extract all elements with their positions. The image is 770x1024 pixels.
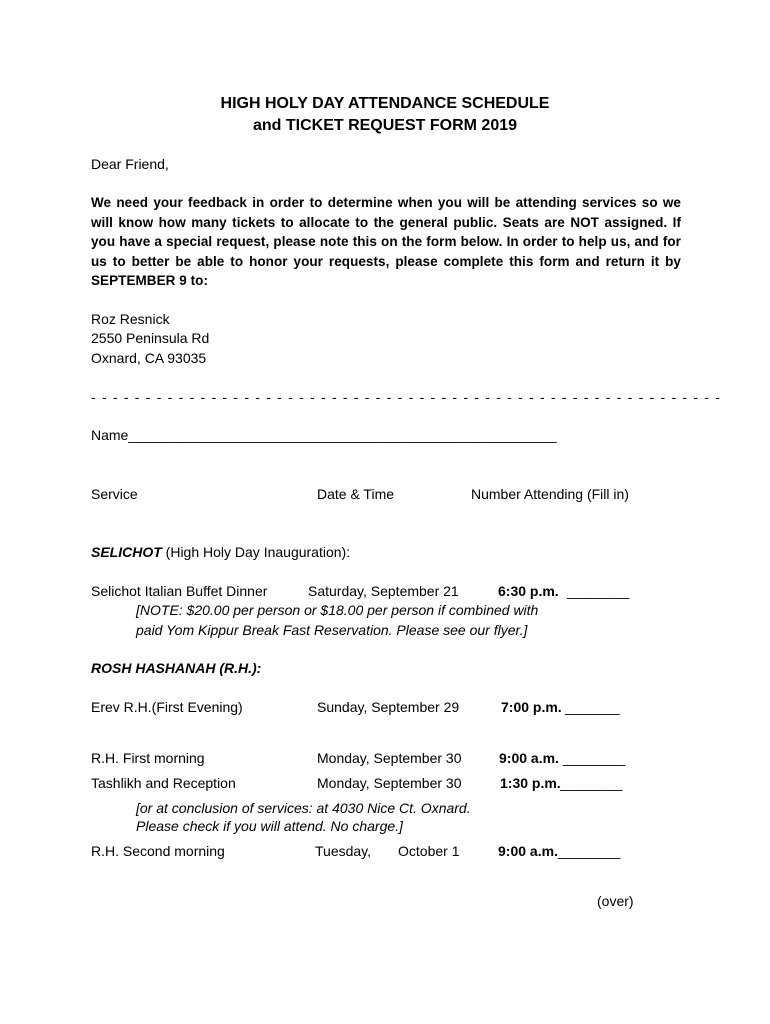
first-morning-time: 9:00 a.m. (499, 750, 559, 766)
selichot-title: SELICHOT (91, 544, 162, 560)
tashlikh-note-line-2: Please check if you will attend. No charge.] (136, 818, 403, 834)
second-morning-attendance-blank[interactable]: ________ (558, 843, 621, 859)
title-line-1: HIGH HOLY DAY ATTENDANCE SCHEDULE (220, 95, 550, 112)
address-name: Roz Resnick (91, 311, 170, 327)
tashlikh-time: 1:30 p.m. (500, 775, 561, 791)
erev-date: Sunday, September 29 (317, 699, 460, 715)
erev-attendance-blank[interactable]: _______ (565, 699, 620, 715)
erev-time: 7:00 p.m. (501, 699, 562, 715)
selichot-event: Selichot Italian Buffet Dinner (91, 583, 268, 599)
column-date-time: Date & Time (317, 486, 395, 502)
second-morning-date: October 1 (398, 843, 460, 859)
intro-paragraph: We need your feedback in order to determine when you will be attending services so we will know how many tickets to allocate to the general public. Seats are NOT assigned. If you have a special request, please note this on the form below. In order to help us, and for us to better be able to honor your requests, please complete this form and return it by SEPTEMBER 9 to: (91, 195, 681, 288)
selichot-note-line-2: paid Yom Kippur Break Fast Reservation. Please see our flyer.] (136, 622, 528, 638)
tashlikh-note-line-1: [or at conclusion of services: at 4030 Nice Ct. Oxnard. (136, 800, 471, 816)
selichot-date: Saturday, September 21 (308, 583, 459, 599)
first-morning-date: Monday, September 30 (317, 750, 462, 766)
column-service: Service (91, 486, 138, 502)
tashlikh-attendance-blank[interactable]: ________ (560, 775, 623, 791)
address-street: 2550 Peninsula Rd (91, 330, 210, 346)
second-morning-event: R.H. Second morning (91, 843, 225, 859)
second-morning-day: Tuesday, (315, 843, 372, 859)
column-number-attending: Number Attending (Fill in) (471, 486, 629, 502)
first-morning-attendance-blank[interactable]: ________ (563, 750, 626, 766)
address-city: Oxnard, CA 93035 (91, 350, 207, 366)
selichot-heading (91, 544, 350, 560)
second-morning-time: 9:00 a.m. (498, 843, 558, 859)
selichot-subtitle: (High Holy Day Inauguration): (161, 544, 351, 560)
greeting: Dear Friend, (91, 156, 169, 172)
erev-event: Erev R.H.(First Evening) (91, 699, 243, 715)
over-note: (over) (597, 893, 634, 909)
first-morning-event: R.H. First morning (91, 750, 205, 766)
name-field[interactable]: Name_______________________________________________________ (91, 427, 557, 443)
selichot-note-line-1: [NOTE: $20.00 per person or $18.00 per person if combined with (136, 602, 539, 618)
tashlikh-event: Tashlikh and Reception (91, 775, 236, 791)
title-line-2: and TICKET REQUEST FORM 2019 (252, 117, 518, 134)
selichot-time: 6:30 p.m. (498, 583, 559, 599)
rosh-hashanah-heading: ROSH HASHANAH (R.H.): (91, 660, 262, 676)
cut-line: - - - - - - - - - - - - - - - - - - - - - - - - - - - - - - - - - - - - - - - - - - - - - - - - - - - - - - - - - - (91, 389, 722, 405)
selichot-attendance-blank[interactable]: ________ (567, 583, 630, 599)
tashlikh-date: Monday, September 30 (317, 775, 462, 791)
